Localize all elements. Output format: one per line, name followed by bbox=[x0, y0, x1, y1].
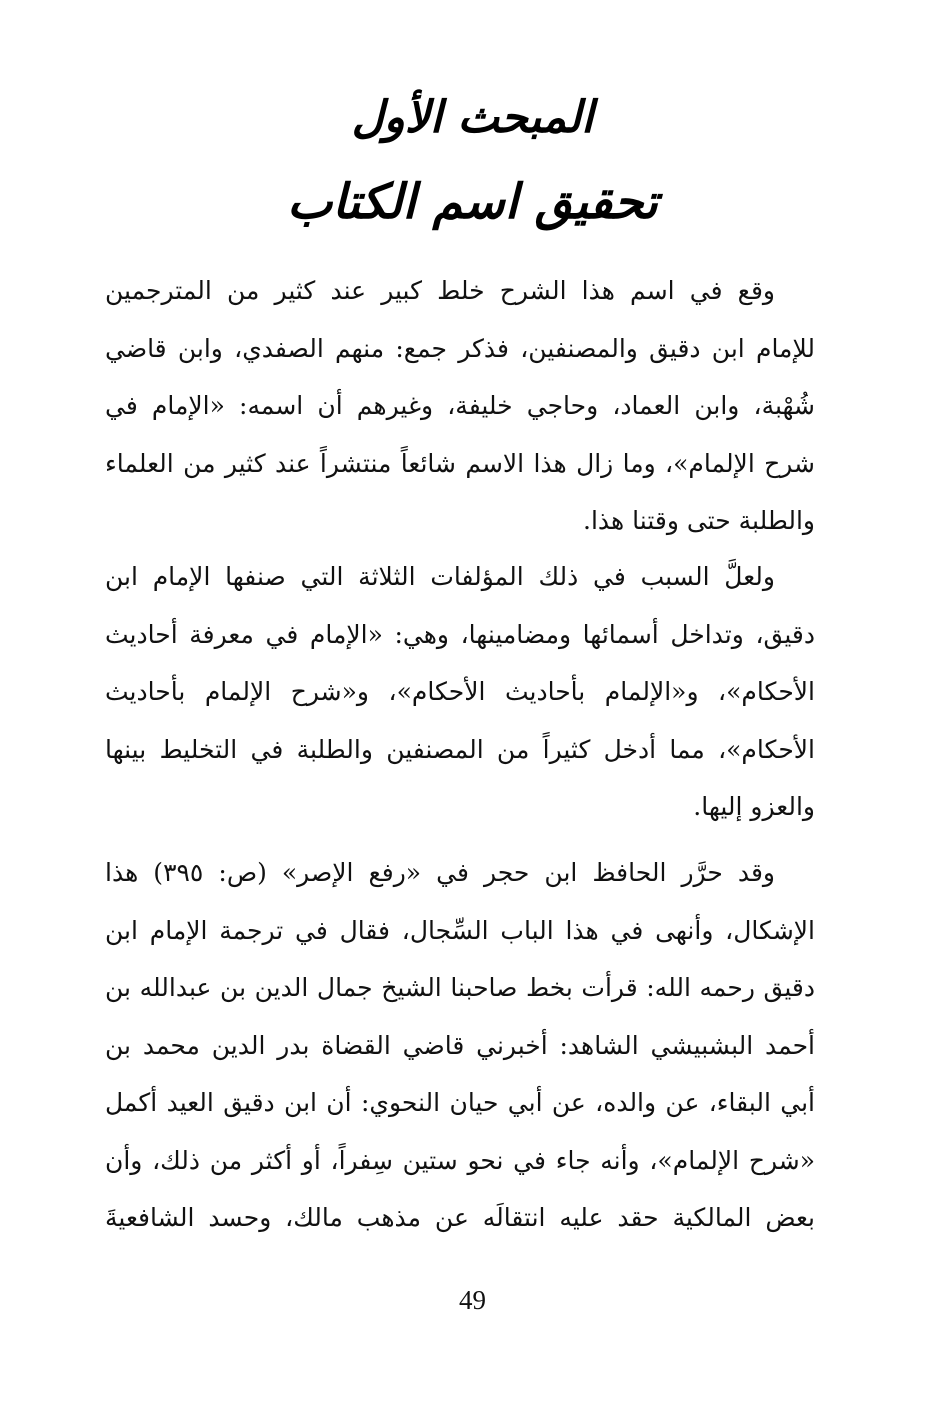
text-line: والعزو إليها. bbox=[693, 792, 815, 821]
text-line: الأحكام»، و«الإلمام بأحاديث الأحكام»، و«شرح الإلمام بأحاديث bbox=[105, 677, 815, 706]
paragraph-3 bbox=[105, 844, 815, 1247]
text-line: الإشكال، وأنهى في هذا الباب السِّجال، فقال في ترجمة الإمام ابن bbox=[105, 915, 815, 945]
section-heading: المبحث الأول bbox=[351, 92, 594, 143]
text-line: الأحكام»، مما أدخل كثيراً من المصنفين والطلبة في التخليط بينها bbox=[105, 734, 815, 764]
text-line: بعض المالكية حقد عليه انتقالَه عن مذهب مالك، وحسد الشافعيةَ bbox=[105, 1203, 815, 1232]
text-line: والطلبة حتى وقتنا هذا. bbox=[583, 506, 815, 535]
text-line: دقيق رحمه الله: قرأت بخط صاحبنا الشيخ جمال الدين بن عبدالله بن bbox=[105, 973, 815, 1002]
text-line: شرح الإلمام»، وما زال هذا الاسم شائعاً منتشراً عند كثير من العلماء bbox=[105, 448, 815, 478]
text-line: أبي البقاء، عن والده، عن أبي حيان النحوي: أن ابن دقيق العيد أكمل bbox=[105, 1088, 815, 1117]
text-line: وقع في اسم هذا الشرح خلط كبير عند كثير من المترجمين bbox=[105, 276, 775, 305]
text-line: أحمد البشبيشي الشاهد: أخبرني قاضي القضاة بدر الدين محمد بن bbox=[105, 1030, 815, 1060]
paragraph-1 bbox=[105, 262, 815, 550]
text-line: للإمام ابن دقيق والمصنفين، فذكر جمع: منهم الصفدي، وابن قاضي bbox=[105, 333, 815, 363]
text-line: ولعلَّ السبب في ذلك المؤلفات الثلاثة التي صنفها الإمام ابن bbox=[105, 562, 775, 591]
text-line: «شرح الإلمام»، وأنه جاء في نحو ستين سِفراً، أو أكثر من ذلك، وأن bbox=[105, 1145, 815, 1175]
paragraph-2 bbox=[105, 548, 815, 836]
text-line: شُهْبة، وابن العماد، وحاجي خليفة، وغيرهم أن اسمه: «الإمام في bbox=[105, 391, 815, 420]
text-line: دقيق، وتداخل أسمائها ومضامينها، وهي: «الإمام في معرفة أحاديث bbox=[105, 619, 815, 649]
text-line: وقد حرَّر الحافظ ابن حجر في «رفع الإصر» (ص: ٣٩٥) هذا bbox=[105, 858, 775, 887]
page-number: 49 bbox=[459, 1285, 486, 1315]
chapter-subtitle: تحقيق اسم الكتاب bbox=[287, 174, 658, 230]
